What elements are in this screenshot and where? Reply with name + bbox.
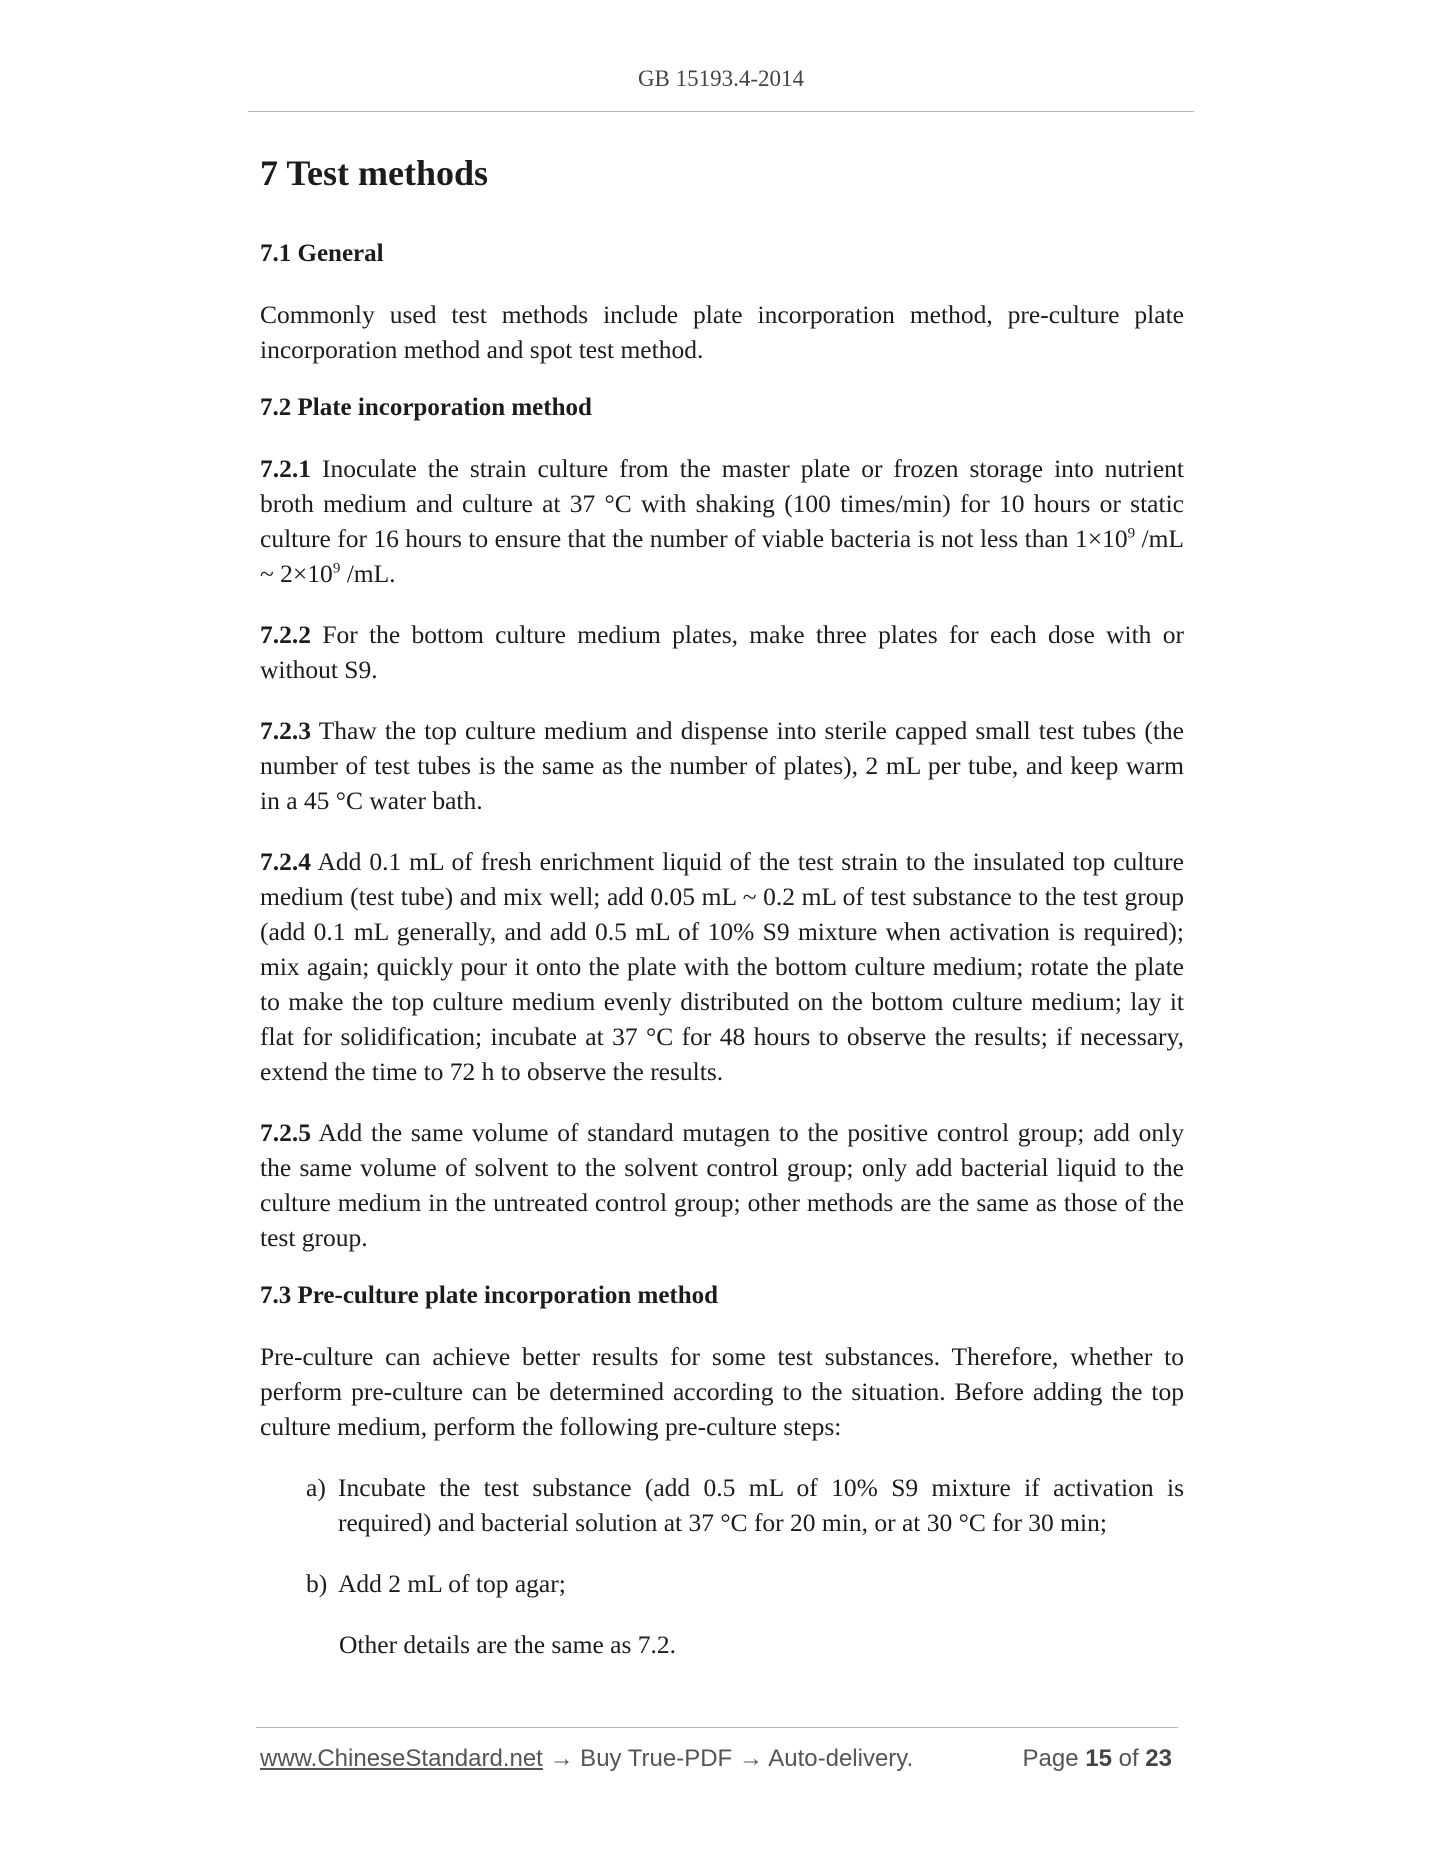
clause-number: 7.2.2 <box>260 620 311 650</box>
running-header: GB 15193.4-2014 <box>637 66 805 91</box>
list-item-text: Add 2 mL of top agar; <box>338 1569 566 1599</box>
superscript: 9 <box>332 560 341 577</box>
page-content <box>260 152 1184 1688</box>
clause-text: Add 0.1 mL of fresh enrichment liquid of the test strain to the insulated top culture medium (test tube) and mix well; add 0.05 mL ~ 0.2 mL of test substance to the test group (add 0.1 mL generally, and add 0.5 mL of 10% S9 mixture when activation is required); mix again; quickly pour it onto the plate with the bottom culture medium; rotate the plate to make the top culture medium evenly distributed on the bottom culture medium; lay it flat for solidification; incubate at 37 °C for 48 hours to observe the results; if necessary, extend the time to 72 h to observe the results. <box>260 847 1184 1087</box>
para-7-2-3 <box>260 713 1184 818</box>
para-7-2-2 <box>260 617 1184 687</box>
promo-text: → Buy True-PDF → Auto-delivery. <box>542 1745 914 1772</box>
heading-7-2: 7.2 Plate incorporation method <box>260 394 592 422</box>
para-7-2-5 <box>260 1115 1184 1255</box>
page-number: 15 <box>1085 1745 1112 1772</box>
superscript: 9 <box>1127 525 1136 542</box>
clause-text: /mL. <box>340 559 396 589</box>
clause-text: /mL ~ 2×10 <box>260 524 1184 589</box>
section-title: 7 Test methods <box>260 153 489 193</box>
list-item <box>306 1566 1184 1601</box>
heading-7-3: 7.3 Pre-culture plate incorporation method <box>260 1282 719 1310</box>
para-7-2-4 <box>260 844 1184 1089</box>
list-marker: b) <box>306 1569 328 1599</box>
footer-divider <box>256 1727 1178 1728</box>
para-7-1: Commonly used test methods include plate incorporation method, pre-culture plate incorporation method and spot test method. <box>260 300 1184 365</box>
clause-text: Inoculate the strain culture from the master plate or frozen storage into nutrient broth medium and culture at 37 °C with shaking (100 times/min) for 10 hours or static culture for 16 hours to ensure that the number of viable bacteria is not less than 1×10 <box>260 454 1184 554</box>
page-total: 23 <box>1145 1745 1172 1772</box>
header-divider <box>248 111 1194 112</box>
clause-number: 7.2.1 <box>260 454 311 484</box>
clause-text: Thaw the top culture medium and dispense into sterile capped small test tubes (the number of test tubes is the same as the number of plates), 2 mL per tube, and keep warm in a 45 °C water bath. <box>260 716 1184 816</box>
list-item <box>306 1470 1184 1540</box>
clause-number: 7.2.4 <box>260 847 311 877</box>
website-link[interactable]: www.ChineseStandard.net <box>260 1745 543 1772</box>
list-item-text: Incubate the test substance (add 0.5 mL of 10% S9 mixture if activation is required) and bacterial solution at 37 °C for 20 min, or at 30 °C for 30 min; <box>338 1473 1184 1538</box>
clause-text: For the bottom culture medium plates, make three plates for each dose with or without S9. <box>260 620 1184 685</box>
footer-promo <box>260 1745 913 1773</box>
clause-number: 7.2.3 <box>260 716 311 746</box>
para-7-2-1 <box>260 451 1184 591</box>
page-indicator <box>1023 1745 1173 1773</box>
clause-text: Add the same volume of standard mutagen to the positive control group; add only the same volume of solvent to the solvent control group; only add bacterial liquid to the culture medium in the untreated control group; other methods are the same as those of the test group. <box>260 1118 1184 1253</box>
page-label: Page <box>1022 1745 1079 1772</box>
clause-number: 7.2.5 <box>260 1118 311 1148</box>
heading-7-1: 7.1 General <box>260 240 384 268</box>
para-7-3: Pre-culture can achieve better results for some test substances. Therefore, whether to perform pre-culture can be determined according to the situation. Before adding the top culture medium, perform the following pre-culture steps: <box>260 1342 1184 1442</box>
of-label: of <box>1118 1745 1139 1772</box>
note-text: Other details are the same as 7.2. <box>339 1630 677 1660</box>
list-marker: a) <box>306 1473 326 1503</box>
